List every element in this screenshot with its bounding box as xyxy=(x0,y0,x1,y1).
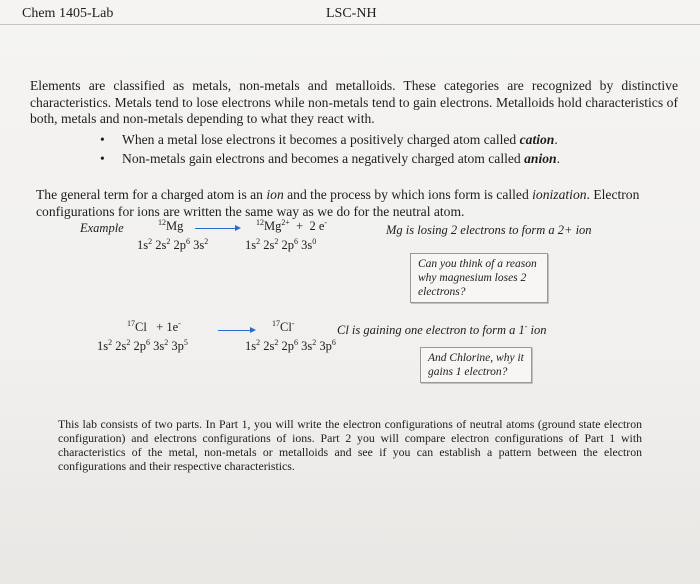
anion-term: anion xyxy=(524,151,557,166)
campus-header: LSC-NH xyxy=(326,6,377,21)
mg-ion: $^{12}Mg^{2+} + 2$ e- xyxy=(256,218,328,233)
ion-definitions-list xyxy=(100,130,560,168)
course-header: Chem 1405-Lab xyxy=(22,6,114,21)
mg-note: Mg is losing 2 electrons to form a 2+ ion xyxy=(386,223,592,237)
magnesium-question-box: Can you think of a reason why magnesium loses 2 electrons? xyxy=(410,253,548,303)
cl-ion: $^{17}$Cl- xyxy=(272,319,295,334)
list-item: • Non-metals gain electrons and becomes a negatively charged atom called anion. xyxy=(100,149,560,168)
cl-note: Cl is gaining one electron to form a 1- ion xyxy=(337,322,547,337)
cl-ion-configuration: $1s^2$ $2s^2$ $2p^6$ $3s^2$ $3p^6$ xyxy=(245,338,336,353)
intro-paragraph: Elements are classified as metals, non-metals and metalloids. These categories are recognized by distinctive characteristics. Metals tend to lose electrons while non-metals tend to gain electrons. Metalloids hold characteristics of both, metals and non-metals depending to what they react with. xyxy=(30,78,678,126)
example-label: Example xyxy=(80,221,124,235)
lab-overview-paragraph: This lab consists of two parts. In Part 1, you will write the electron configurations of neutral atoms (ground state electron configuration) and electrons configurations of ions. Part 2 you will compare electron configurations of Part 1 with characteristics of the metal, non-metals or metalloids and see if you can establish a pattern between the electron configurations and their respective characteristics. xyxy=(58,417,642,473)
cation-term: cation xyxy=(519,132,555,147)
mg-configuration: $1s^2$ $2s^2$ $2p^6$ $3s^2$ xyxy=(137,237,209,252)
cl-atom: $^{17}$Cl + 1e- xyxy=(127,319,181,334)
cl-reaction-arrow xyxy=(218,330,252,331)
header-divider xyxy=(0,24,700,25)
chlorine-question-box: And Chlorine, why it gains 1 electron? xyxy=(420,347,532,383)
mg-reaction-arrow xyxy=(195,228,237,229)
ions-paragraph: The general term for a charged atom is an ion and the process by which ions form is called ionization. Electron configurations for ions are written the same way as we do for the neutral atom. xyxy=(36,187,640,219)
cl-configuration: $1s^2$ $2s^2$ $2p^6$ $3s^2$ $3p^5$ xyxy=(97,338,188,353)
list-item: • When a metal lose electrons it becomes a positively charged atom called cation. xyxy=(100,130,560,149)
mg-atom: $^{12}$Mg xyxy=(158,218,184,233)
mg-ion-configuration: $1s^2$ $2s^2$ $2p^6$ $3s^0$ xyxy=(245,237,317,252)
